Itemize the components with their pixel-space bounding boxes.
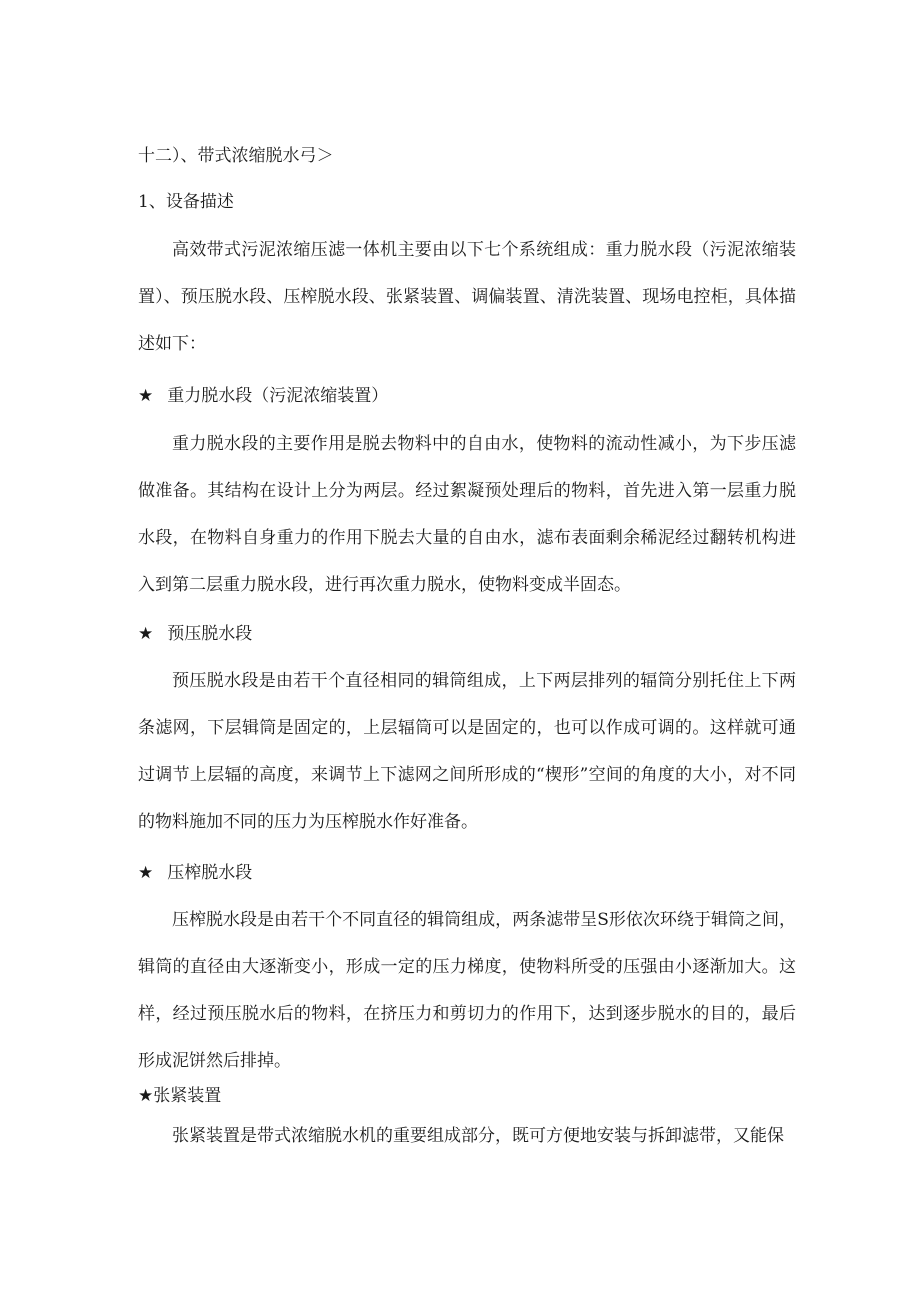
intro-paragraph: 高效带式污泥浓缩压滤一体机主要由以下七个系统组成：重力脱水段（污泥浓缩装置）、预压脱水段、压榨脱水段、张紧装置、调偏装置、清洗装置、现场电控柜，具体描述如下：	[138, 240, 796, 354]
item-heading-label: 重力脱水段（污泥浓缩装置）	[167, 386, 389, 406]
item-heading-gravity	[138, 386, 388, 406]
section-title: 十二）、带式浓缩脱水弓＞	[138, 146, 334, 166]
item-heading-tension	[138, 1086, 221, 1106]
item-paragraph-prepress: 预压脱水段是由若干个直径相同的辑筒组成，上下两层排列的辐筒分别托住上下两条滤网，下层辑筒是固定的，上层辐筒可以是固定的，也可以作成可调的。这样就可通过调节上层辐的高度，来调节上下滤网之间所形成的“楔形”空间的角度的大小，对不同的物料施加不同的压力为压榨脱水作好准备。	[138, 671, 796, 832]
item-paragraph-tension: 张紧装置是带式浓缩脱水机的重要组成部分，既可方便地安装与拆卸滤带，又能保	[172, 1126, 784, 1146]
item-heading-label: 预压脱水段	[167, 624, 253, 644]
item-heading-label: 张紧装置	[153, 1086, 222, 1106]
item-heading-press	[138, 863, 252, 883]
star-icon: ★	[138, 1086, 154, 1106]
item-heading-prepress	[138, 624, 252, 644]
star-icon: ★	[138, 386, 154, 406]
star-icon: ★	[138, 624, 154, 644]
subsection-title: 1、设备描述	[138, 192, 234, 212]
item-heading-label: 压榨脱水段	[167, 863, 253, 883]
item-paragraph-gravity: 重力脱水段的主要作用是脱去物料中的自由水，使物料的流动性减小，为下步压滤做准备。其结构在设计上分为两层。经过絮凝预处理后的物料，首先进入第一层重力脱水段，在物料自身重力的作用下脱去大量的自由水，滤布表面剩余稀泥经过翻转机构进入到第二层重力脱水段，进行再次重力脱水，使物料变成半固态。	[138, 434, 796, 595]
star-icon: ★	[138, 863, 154, 883]
item-paragraph-press: 压榨脱水段是由若干个不同直径的辑筒组成，两条滤带呈S形依次环绕于辑筒之间，辑筒的直径由大逐渐变小，形成一定的压力梯度，使物料所受的压强由小逐渐加大。这样，经过预压脱水后的物料，在挤压力和剪切力的作用下，达到逐步脱水的目的，最后形成泥饼然后排掉。	[138, 910, 796, 1071]
